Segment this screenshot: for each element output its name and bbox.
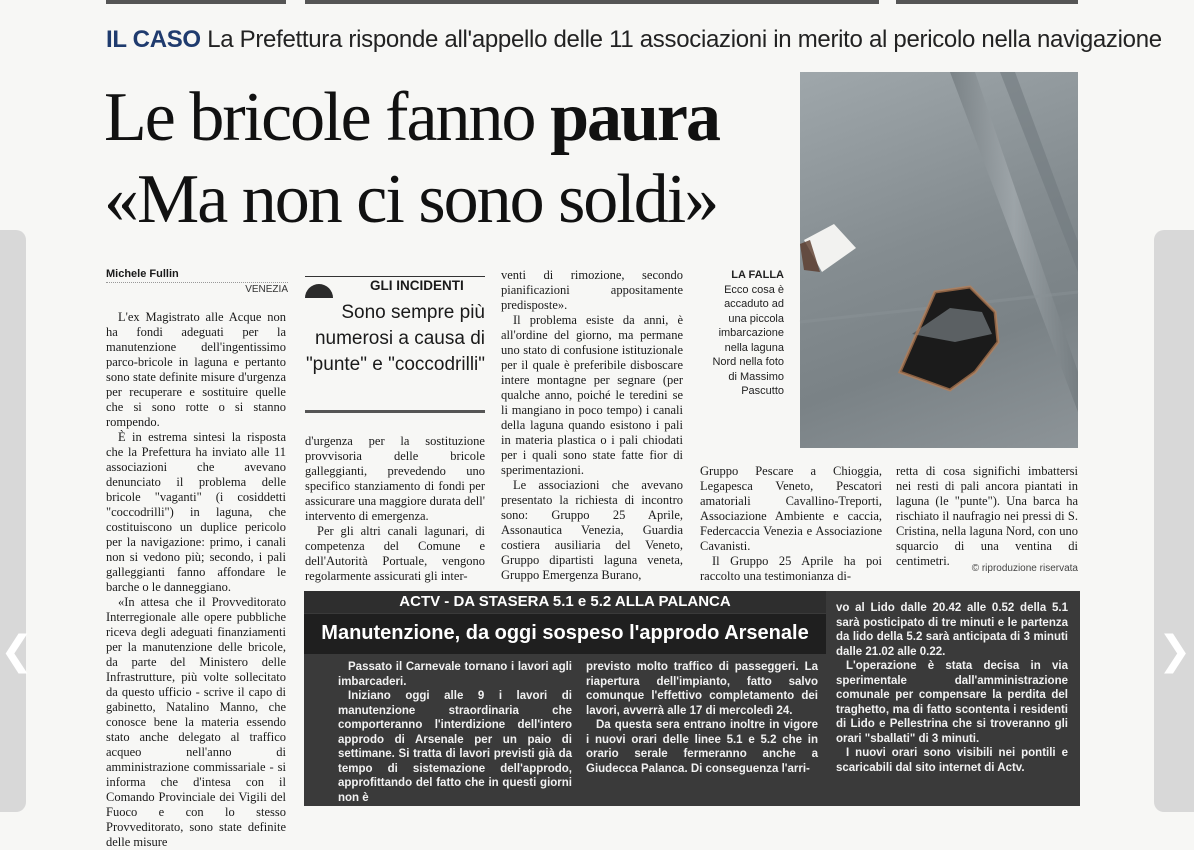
paragraph: L'operazione è stata decisa in via sperimentale dall'amministrazione comunale per compensare la perdita del traghetto, ma di fatto scontenta i residenti di Lido e Pellestrina che si troveranno gli orari "sballati" di 3 minuti. bbox=[836, 660, 1068, 745]
photo-caption bbox=[704, 268, 784, 399]
incidents-bottom-rule bbox=[305, 410, 485, 413]
incidents-title: GLI INCIDENTI bbox=[370, 278, 464, 293]
paragraph: L'ex Magistrato alle Acque non ha fondi adeguati per la manutenzione dell'ingentissimo parco-bricole in laguna e pertanto sono state definite misure d'urgenza per recuperare e sostituire quelle che si sono rotte o si stanno rompendo. bbox=[106, 310, 286, 429]
chevron-right-icon[interactable]: ❯ bbox=[1158, 628, 1192, 674]
top-rule bbox=[896, 0, 1078, 4]
top-rule bbox=[305, 0, 879, 4]
paragraph: Le associazioni che avevano presentato la richiesta di incontro sono: Gruppo 25 Aprile, Assonautica Venezia, Guardia costiera ausiliaria del Veneto, Gruppo dipartisti laguna veneta, Gruppo Emergenza Burano, bbox=[501, 478, 683, 582]
top-rule bbox=[106, 0, 286, 4]
actv-kicker: ACTV - DA STASERA 5.1 e 5.2 ALLA PALANCA bbox=[304, 591, 826, 613]
copyright-notice: © riproduzione riservata bbox=[971, 563, 1078, 574]
paragraph: Da questa sera entrano inoltre in vigore i nuovi orari delle linee 5.1 e 5.2 che in orario serale fermeranno anche a Giudecca Palanca. Di conseguenza l'arri- bbox=[586, 719, 818, 775]
headline-plain: Le bricole fanno bbox=[104, 79, 551, 156]
headline-line1 bbox=[104, 78, 719, 158]
article-column-5 bbox=[896, 464, 1078, 568]
paragraph: «In attesa che il Provveditorato Interregionale alle opere pubbliche riceva degli adeguati finanziamenti per la manutenzione delle bricole, da parte del Ministero delle Infrastrutture, più volte sollecitato da questo ufficio - scrive il capo di gabinetto, Natalino Manno, che conosce bene la materia essendo stato anche delegato al traffico acqueo nell'anno di amministrazione commissariale - si informa che d'intesa con il Comando Provinciale dei Vigili del Fuoco e con lo stesso Provveditorato, sono state definite delle misure bbox=[106, 595, 286, 849]
actv-column-1 bbox=[338, 660, 572, 804]
hull-damage-image bbox=[800, 72, 1078, 448]
actv-column-3 bbox=[836, 601, 1068, 803]
caption-label: LA FALLA bbox=[731, 269, 784, 281]
paragraph: È in estrema sintesi la risposta che la Prefettura ha inviato alle 11 associazioni che avevano denunciato il problema delle bricole "vaganti" (i cosiddetti "coccodrilli") in laguna, che costituiscono un duplice pericolo per la navigazione: primo, i canali non si vedono più; secondo, i pali galleggianti fanno affondare le barche o le danneggiano. bbox=[106, 430, 286, 594]
caption-text: Ecco cosa è accaduto ad una piccola imbarcazione nella laguna Nord nella foto di Massimo Pascutto bbox=[712, 283, 784, 397]
paragraph: venti di rimozione, secondo pianificazioni appositamente predisposte». bbox=[501, 268, 683, 312]
paragraph: d'urgenza per la sostituzione provvisoria delle bricole galleggianti, prevedendo uno specifico stanziamento di fondi per assicurare una maggiore durata dell' intervento di emergenza. bbox=[305, 434, 485, 523]
kicker-text: La Prefettura risponde all'appello delle 11 associazioni in merito al pericolo nella navigazione bbox=[207, 26, 1162, 53]
chevron-left-icon[interactable]: ❮ bbox=[0, 628, 34, 674]
headline-bold: paura bbox=[550, 79, 719, 156]
paragraph: previsto molto traffico di passeggeri. La riapertura dell'impianto, fatto salvo comunque l'effettivo completamento dei lavori, avverrà alle 17 di mercoledì 24. bbox=[586, 661, 818, 717]
paragraph: Il Gruppo 25 Aprile ha poi raccolto una testimonianza di- bbox=[700, 554, 882, 583]
incidents-text: Sono sempre più numerosi a causa di "punte" e "coccodrilli" bbox=[305, 302, 485, 375]
byline-place: VENEZIA bbox=[245, 284, 288, 295]
prev-page-button[interactable] bbox=[0, 230, 26, 812]
paragraph: Gruppo Pescare a Chioggia, Legapesca Veneto, Pescatori amatoriali Cavallino-Treporti, Associazione Ambiente e caccia, Federcaccia Venezia e Associazione Cavanisti. bbox=[700, 464, 882, 553]
paragraph: retta di cosa significhi imbattersi nei resti di pali ancora piantati in laguna (le "punte"). Una barca ha rischiato il naufragio nei pressi di S. Cristina, nella laguna Nord, con uno squarcio di una ventina di centimetri. bbox=[896, 464, 1078, 568]
paragraph: Per gli altri canali lagunari, di competenza del Comune e dell'Autorità Portuale, vengono regolarmente assicurati gli inter- bbox=[305, 524, 485, 583]
headline-line2: «Ma non ci sono soldi» bbox=[104, 161, 718, 238]
article-column-2 bbox=[305, 434, 485, 584]
paragraph: Iniziano oggi alle 9 i lavori di manutenzione straordinaria che comporteranno l'interdizione dell'intero approdo di Arsenale per un paio di settimane. Si tratta di lavori previsti già da tempo di sistemazione dell'approdo, approfittando del fatto che in questi giorni non è bbox=[338, 690, 572, 804]
article-column-1 bbox=[106, 310, 286, 849]
actv-column-2 bbox=[586, 660, 818, 804]
boat-hull-photo bbox=[800, 72, 1078, 448]
actv-title: Manutenzione, da oggi sospeso l'approdo Arsenale bbox=[304, 614, 826, 654]
byline-author: Michele Fullin bbox=[106, 268, 288, 283]
paragraph: I nuovi orari sono visibili nei pontili e scaricabili dal sito internet di Actv. bbox=[836, 747, 1068, 774]
paragraph: Il problema esiste da anni, è all'ordine del giorno, ma permane uno stato di confusione istituzionale per il quale è preferibile disboscare intere montagne per segnare (per qualche anno, poiché le teredini se li mangiano in poco tempo) i canali della laguna quando esistono i pali in materia plastica o i pali chiodati per i quali sono state fatte fior di sperimentazioni. bbox=[501, 313, 683, 477]
kicker-label: IL CASO bbox=[106, 26, 201, 53]
kicker bbox=[106, 26, 1162, 54]
next-page-button[interactable] bbox=[1154, 230, 1194, 812]
paragraph: vo al Lido dalle 20.42 alle 0.52 della 5.1 sarà posticipato di tre minuti e le partenza da lido della 5.2 sarà anticipata di 3 minuti dalle 21.02 alle 0.22. bbox=[836, 602, 1068, 658]
paragraph: Passato il Carnevale tornano i lavori agli imbarcaderi. bbox=[338, 661, 572, 688]
article-column-4 bbox=[700, 464, 882, 583]
article-column-3 bbox=[501, 268, 683, 582]
